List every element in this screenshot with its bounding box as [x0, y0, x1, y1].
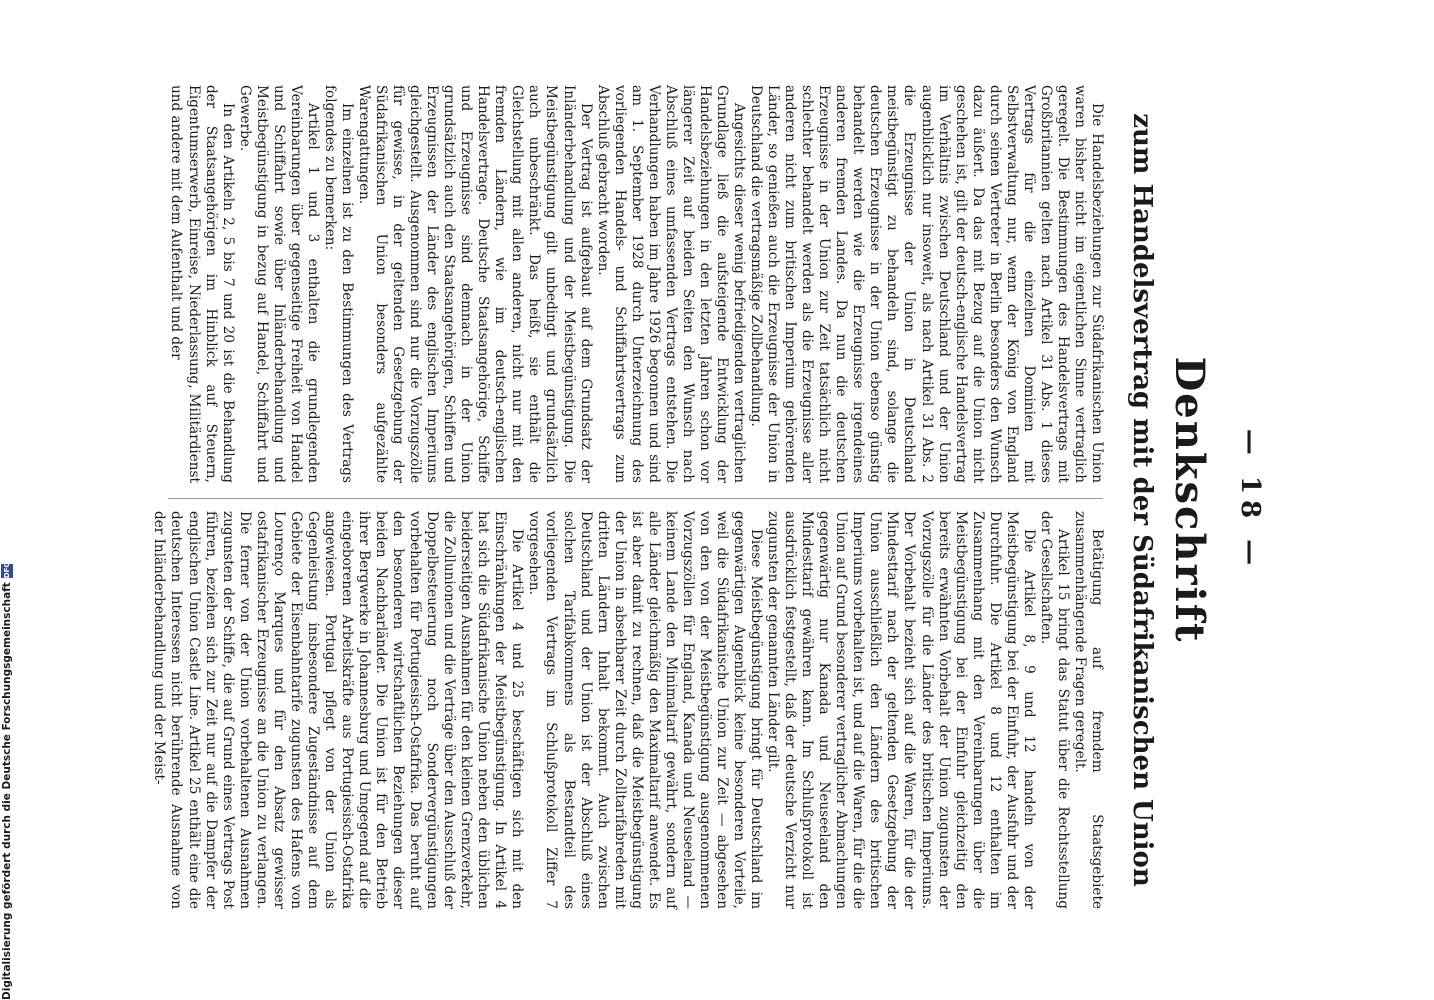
- page-content: [151, 85, 1285, 915]
- page-number: — 18 —: [1235, 428, 1265, 572]
- scanned-page: [151, 85, 1285, 915]
- text-column-right: [151, 511, 1105, 909]
- paragraph: Die Artikel 8, 9 und 12 handeln von der Meistbegünstigung bei der Einfuhr, der Ausfuhr und der Durchfuhr. Die Artikel 8 und 12 enthalten im Zusammenhang mit den Vereinbarungen über die Meistbegünstigung bei der Einfuhr gleichzeitig den bereits erwähnten Vorbehalt der Union zugunsten der Vorzugszölle für die Länder des britischen Imperiums. Der Vorbehalt bezieht sich auf die Waren, für die der Mindesttarif nach der geltenden Gesetzgebung der Union ausschließlich den Ländern des britischen Imperiums vorbehalten ist, und auf die Waren, für die die Union auf Grund besonderer vertraglicher Abmachungen gegenwärtig nur Kanada und Neuseeland den Mindesttarif gewähren kann. Im Schlußprotokoll ist ausdrücklich festgestellt, daß der deutsche Verzicht nur zugunsten der genannten Länder gilt.: [765, 511, 1037, 909]
- paragraph: Die Handelsbeziehungen zur Südafrikanischen Union waren bisher nicht im eigentlichen Sinne vertraglich geregelt. Die Bestimmungen des Handelsvertrags mit Großbritannien gelten nach Artikel 31 Abs. 1 dieses Vertrags für die einzelnen Dominien mit Selbstverwaltung nur, wenn der König von England durch seinen Vertreter in Berlin besonders den Wunsch dazu äußert. Da das mit Bezug auf die Union nicht geschehen ist, gilt der deutsch-englische Handelsvertrag im Verhältnis zwischen Deutschland und der Union augenblicklich nur insoweit, als nach Artikel 31 Abs. 2 die Erzeugnisse der Union in Deutschland meistbegünstigt zu behandeln sind, solange die deutschen Erzeugnisse in der Union ebenso günstig behandelt werden wie die Erzeugnisse irgendeines anderen fremden Landes. Da nun die deutschen Erzeugnisse in der Union zur Zeit tatsächlich nicht schlechter behandelt werden als die Erzeugnisse aller anderen nicht zum britischen Imperium gehörenden Länder, so genießen auch die Erzeugnisse der Union in Deutschland die vertragsmäßige Zollbehandlung.: [748, 85, 1105, 483]
- paragraph: Diese Meistbegünstigung bringt für Deutschland im gegenwärtigen Augenblick keine besonderen Vorteile, weil die Südafrikanische Union zur Zeit — abgesehen von den von der Meistbegünstigung ausgenommenen Vorzugszöllen für England, Kanada und Neuseeland — keinem Lande den Minimaltarif gewährt, sondern auf alle Länder gleichmäßig den Maximaltarif anwendet. Es ist aber damit zu rechnen, daß die Meistbegünstigung der Union in absehbarer Zeit durch Zolltarifabreden mit dritten Ländern Inhalt bekommt. Auch zwischen Deutschland und der Union ist der Abschluß eines solchen Tarifabkommens als Bestandteil des vorliegenden Vertrags im Schlußprotokoll Ziffer 7 vorgesehen.: [526, 511, 765, 909]
- paragraph: Artikel 1 und 3 enthalten die grundlegenden Vereinbarungen über gegenseitige Freiheit von Handel und Schiffahrt sowie über Inländerbehandlung und Meistbegünstigung in bezug auf Handel, Schiffahrt und Gewerbe.: [236, 85, 321, 483]
- paragraph: Im einzelnen ist zu den Bestimmungen des Vertrags folgendes zu bemerken:: [321, 85, 355, 483]
- column-divider: [168, 498, 1103, 499]
- paragraph: Die Artikel 4 und 25 beschäftigen sich mit den Einschränkungen der Meistbegünstigung. In Artikel 4 hat sich die Südafrikanische Union neben den üblichen beiderseitigen Ausnahmen für den kleinen Grenzverkehr, die Zollunionen und die Verträge über den Ausschluß der Doppelbesteuerung noch Sondervergünstigungen vorbehalten für Portugiesisch-Ostafrika. Das beruht auf den besonderen wirtschaftlichen Beziehungen dieser beiden Nachbarländer. Die Union ist für den Betrieb ihrer Bergwerke in Johannesburg und Umgegend auf die eingeborenen Arbeitskräfte aus Portugiesisch-Ostafrika angewiesen. Portugal pflegt von der Union als Gegenleistung insbesondere Zugeständnisse auf dem Gebiete der Eisenbahntarife zugunsten des Hafens von Lourenço Marques und für den Absatz gewisser ostafrikanischer Erzeugnisse an die Union zu verlangen. Die ferner von der Union vorbehaltenen Ausnahmen zugunsten der Schiffe, die auf Grund eines Vertrags Post führen, beziehen sich zur Zeit nur auf die Dampfer der englischen Union Castle Line. Artikel 25 enthält eine die deutschen Interessen nicht berührende Ausnahme von der Inländerbehandlung und der Meist-: [151, 511, 526, 909]
- paragraph: In den Artikeln 2, 5 bis 7 und 20 ist die Behandlung der Staatsangehörigen im Hinblick auf Steuern, Eigentumserwerb, Einreise, Niederlassung, Militärdienst und andere mit dem Aufenthalt und der: [168, 85, 236, 483]
- page-subtitle: zum Handelsvertrag mit der Südafrikanischen Union: [1127, 113, 1157, 887]
- paragraph: Angesichts dieser wenig befriedigenden vertraglichen Grundlage ließ die aufsteigende Entwicklung der Handelsbeziehungen in den letzten Jahren schon vor längerer Zeit auf beiden Seiten den Wunsch nach Abschluß eines umfassenden Vertrags entstehen. Die Verhandlungen haben im Jahre 1926 begonnen und sind am 1. September 1928 durch Unterzeichnung des vorliegenden Handels- und Schiffahrtsvertrags zum Abschluß gebracht worden.: [594, 85, 748, 483]
- paragraph: Der Vertrag ist aufgebaut auf dem Grundsatz der Inländerbehandlung und der Meistbegünstigung. Die Meistbegünstigung gilt unbedingt und grundsätzlich auch unbeschränkt. Das heißt, sie enthält die Gleichstellung mit allen anderen, nicht nur mit den fremden Ländern, wie im deutsch-englischen Handelsvertrage. Deutsche Staatsangehörige, Schiffe und Erzeugnisse sind demnach in der Union grundsätzlich auch den Staatsangehörigen, Schiffen und Erzeugnissen der Länder des englischen Imperiums gleichgestellt. Ausgenommen sind nur die Vorzugszölle für gewisse, in der geltenden Gesetzgebung der Südafrikanischen Union besonders aufgezählte Warengattungen.: [355, 85, 594, 483]
- dfg-logo-icon: DFG: [3, 561, 11, 579]
- page-title: Denkschrift: [1166, 356, 1213, 644]
- digitization-credit: [0, 561, 14, 1000]
- paragraph: Artikel 15 bringt das Statut über die Rechtsstellung der Gesellschaften.: [1037, 511, 1071, 909]
- credit-line: [0, 561, 14, 1000]
- paragraph: Betätigung auf fremdem Staatsgebiete zusammenhängende Fragen geregelt.: [1071, 511, 1105, 909]
- credit-text: Digitalisierung gefördert durch die Deutsche Forschungsgemeinschaft: [1, 582, 13, 1000]
- text-column-left: [165, 85, 1105, 483]
